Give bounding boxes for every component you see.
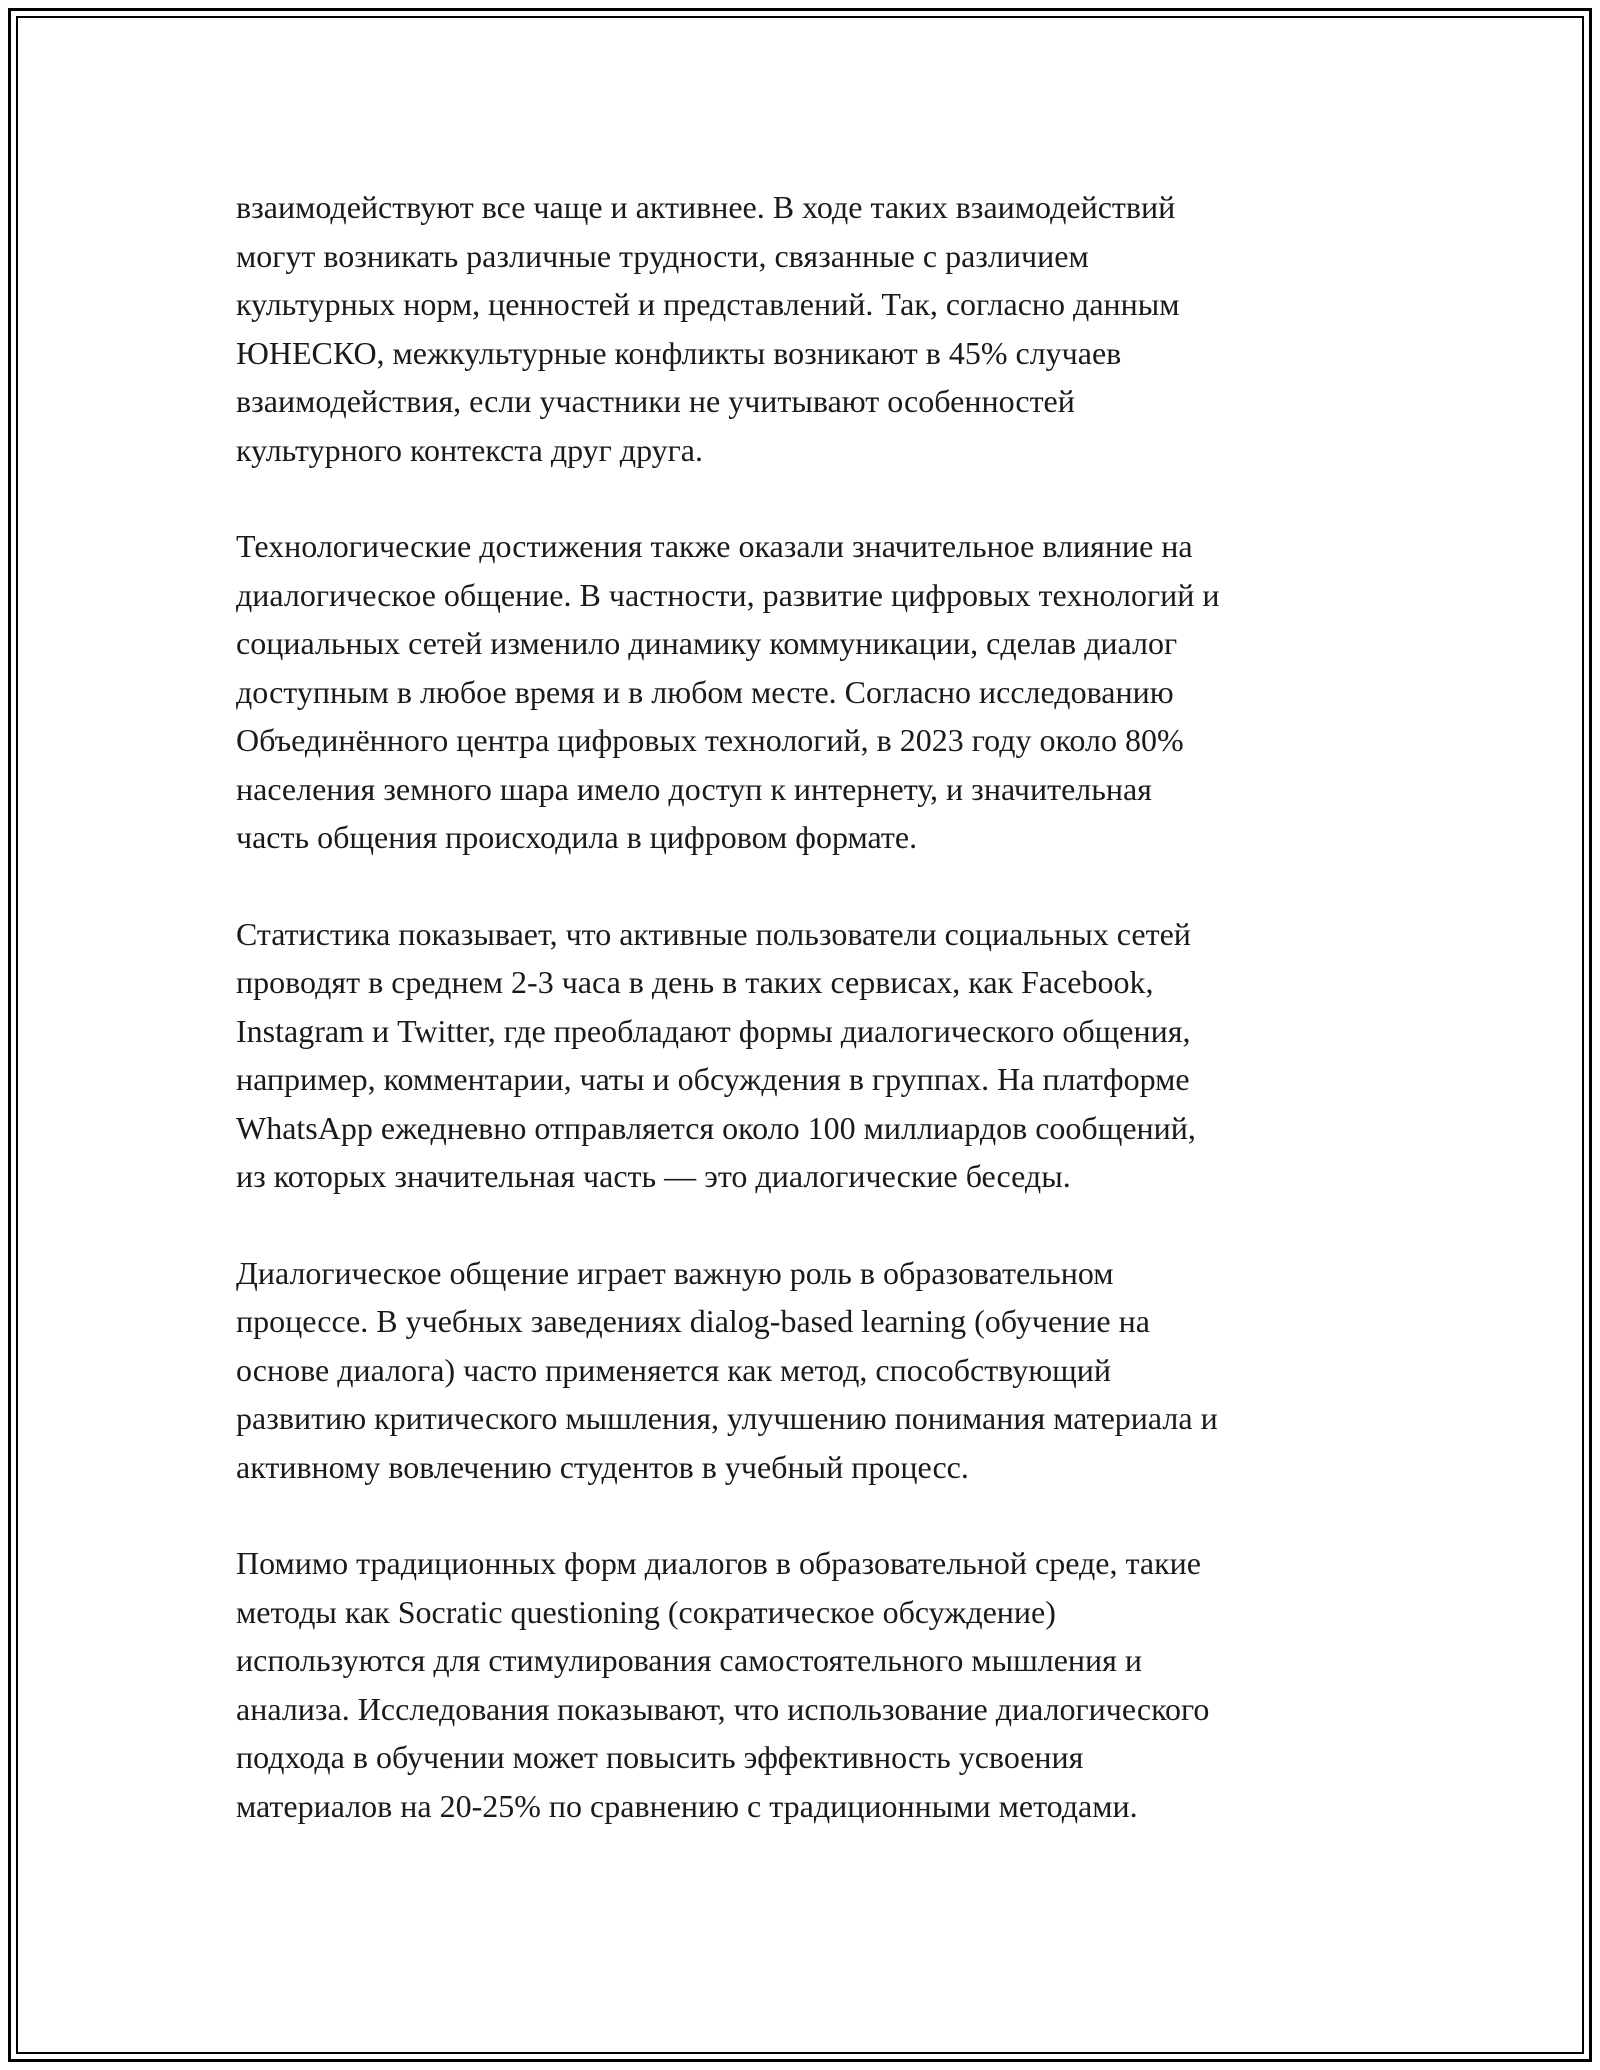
text-line: развитию критического мышления, улучшению понимания материала и <box>236 1400 1218 1436</box>
text-line: основе диалога) часто применяется как метод, способствующий <box>236 1351 1111 1388</box>
text-line: Instagram и Twitter, где преобладают формы диалогического общения, <box>236 1012 1191 1049</box>
text-line: методы как Socratic questioning (сократическое обсуждение) <box>236 1593 1056 1630</box>
text-line: социальных сетей изменило динамику коммуникации, сделав диалог <box>236 625 1178 661</box>
text-line: Помимо традиционных форм диалогов в образовательной среде, такие <box>236 1545 1201 1581</box>
text-line: могут возникать различные трудности, связанные с различием <box>236 237 1089 274</box>
text-line: материалов на 20-25% по сравнению с традиционными методами. <box>236 1787 1138 1824</box>
text-line: взаимодействуют все чаще и активнее. В ходе таких взаимодействий <box>236 189 1176 225</box>
text-line: часть общения происходила в цифровом формате. <box>236 819 918 855</box>
text-line: используются для стимулирования самостоятельного мышления и <box>236 1642 1142 1678</box>
text-line: Объединённого центра цифровых технологий, в 2023 году около 80% <box>236 722 1184 758</box>
text-line: взаимодействия, если участники не учитывают особенностей <box>236 383 1075 419</box>
text-line: Технологические достижения также оказали значительное влияние на <box>236 528 1193 564</box>
paragraph-statistics <box>236 910 1386 1201</box>
text-line: из которых значительная часть — это диалогические беседы. <box>236 1158 1071 1194</box>
text-line: культурного контекста друг друга. <box>236 431 703 468</box>
text-line: анализа. Исследования показывают, что использование диалогического <box>236 1690 1210 1727</box>
paragraph-socratic <box>236 1539 1386 1830</box>
text-line: процессе. В учебных заведениях dialog-based learning (обучение на <box>236 1303 1150 1339</box>
paragraph-intercultural <box>236 183 1386 474</box>
text-line: WhatsApp ежедневно отправляется около 100 миллиардов сообщений, <box>236 1109 1196 1146</box>
text-line: культурных норм, ценностей и представлений. Так, согласно данным <box>236 286 1180 322</box>
text-line: например, комментарии, чаты и обсуждения в группах. На платформе <box>236 1061 1190 1097</box>
text-line: населения земного шара имело доступ к интернету, и значительная <box>236 770 1152 807</box>
text-line: Диалогическое общение играет важную роль в образовательном <box>236 1254 1114 1291</box>
text-line: активному вовлечению студентов в учебный процесс. <box>236 1448 969 1485</box>
paragraph-technology <box>236 522 1386 862</box>
text-line: Статистика показывает, что активные пользователи социальных сетей <box>236 915 1191 952</box>
paragraph-education <box>236 1249 1386 1492</box>
text-line: проводят в среднем 2-3 часа в день в таких сервисах, как Facebook, <box>236 964 1154 1000</box>
text-line: доступным в любое время и в любом месте. Согласно исследованию <box>236 673 1174 710</box>
document-body <box>236 183 1386 1878</box>
text-line: ЮНЕСКО, межкультурные конфликты возникают в 45% случаев <box>236 334 1122 371</box>
text-line: диалогическое общение. В частности, развитие цифровых технологий и <box>236 576 1220 613</box>
text-line: подхода в обучении может повысить эффективность усвоения <box>236 1739 1084 1775</box>
